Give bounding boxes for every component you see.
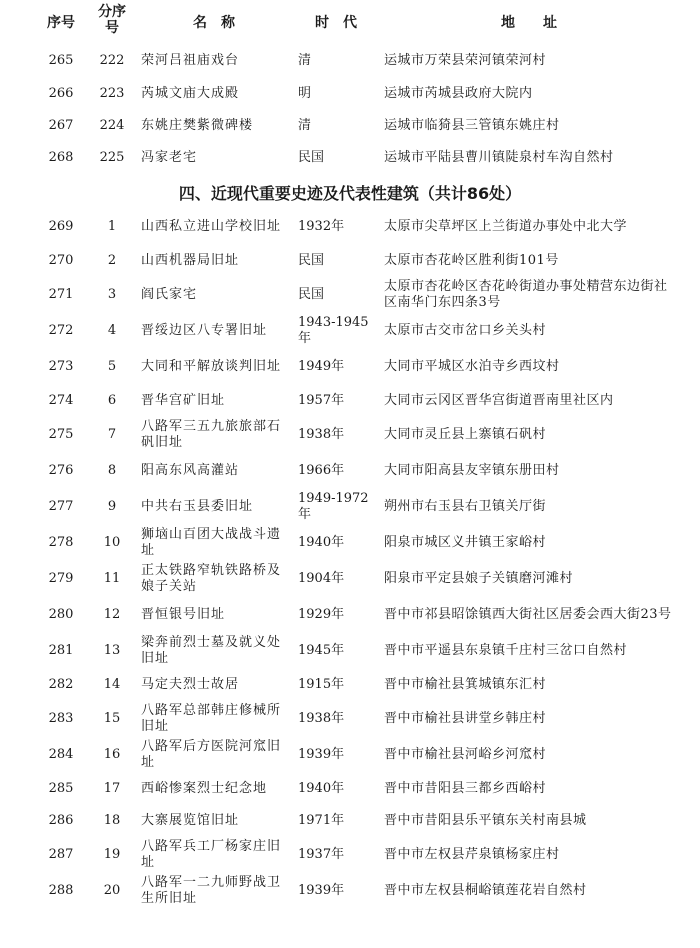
cell-seq — [38, 837, 84, 873]
cell-seq-text: 271 — [48, 287, 74, 302]
cell-seq — [38, 313, 84, 349]
cell-name-text: 东姚庄樊紫微碑楼 — [141, 118, 254, 133]
table-row — [0, 669, 700, 701]
cell-seq — [38, 277, 84, 313]
cell-seq — [38, 633, 84, 669]
table-row — [0, 209, 700, 245]
cell-seq-text: 273 — [48, 359, 74, 374]
cell-era-text: 1937年 — [298, 847, 345, 862]
cell-address — [384, 385, 674, 417]
cell-seq-text: 278 — [48, 535, 74, 550]
cell-seq — [38, 417, 84, 453]
cell-name — [141, 46, 287, 76]
cell-name — [141, 110, 287, 142]
cell-era-text: 民国 — [298, 253, 325, 268]
table-row — [0, 489, 700, 525]
cell-address — [384, 489, 674, 525]
cell-seq — [38, 805, 84, 837]
cell-address-text: 晋中市昔阳县三都乡西峪村 — [384, 781, 547, 796]
cell-name — [141, 669, 287, 701]
cell-name-text: 正太铁路窄轨铁路桥及娘子关站 — [141, 563, 282, 594]
cell-era-text: 1940年 — [298, 535, 345, 550]
cell-era — [298, 209, 374, 245]
cell-address-text: 太原市杏花岭区胜利街101号 — [384, 253, 559, 268]
cell-name-text: 冯家老宅 — [141, 150, 198, 165]
cell-seq-text: 270 — [48, 253, 74, 268]
table-row — [0, 385, 700, 417]
cell-sub-seq-text: 16 — [103, 747, 121, 762]
cell-address — [384, 313, 674, 349]
cell-era-text: 1938年 — [298, 711, 345, 726]
cell-era-text: 1940年 — [298, 781, 345, 796]
header-name: 名 称 — [193, 15, 235, 31]
cell-seq — [38, 561, 84, 597]
cell-sub-seq — [90, 773, 134, 805]
cell-era — [298, 805, 374, 837]
cell-sub-seq — [90, 110, 134, 142]
cell-address-text: 晋中市左权县桐峪镇莲花岩自然村 — [384, 883, 587, 898]
cell-sub-seq — [90, 669, 134, 701]
cell-address — [384, 78, 674, 110]
cell-sub-seq-text: 18 — [103, 813, 121, 828]
cell-era — [298, 277, 374, 313]
table-row — [0, 46, 700, 76]
cell-seq — [38, 669, 84, 701]
cell-name-text: 荣河吕祖庙戏台 — [141, 53, 240, 68]
cell-name-text: 梁奔前烈士墓及就义处旧址 — [141, 635, 282, 666]
cell-sub-seq-text: 2 — [107, 253, 117, 268]
table-row — [0, 633, 700, 669]
cell-address — [384, 349, 674, 385]
cell-address-text: 阳泉市平定县娘子关镇磨河滩村 — [384, 571, 574, 586]
cell-seq-text: 286 — [48, 813, 74, 828]
cell-address — [384, 773, 674, 805]
cell-era-text: 1966年 — [298, 463, 345, 478]
cell-address-text: 晋中市平遥县东泉镇千庄村三岔口自然村 — [384, 643, 628, 658]
cell-name-text: 八路军一二九师野战卫生所旧址 — [141, 875, 282, 906]
cell-sub-seq-text: 3 — [107, 287, 117, 302]
cell-address — [384, 873, 674, 909]
cell-era-text: 民国 — [298, 150, 325, 165]
cell-seq-text: 279 — [48, 571, 74, 586]
cell-seq — [38, 597, 84, 633]
cell-sub-seq — [90, 525, 134, 561]
cell-seq-text: 266 — [48, 86, 74, 101]
cell-name — [141, 837, 287, 873]
cell-era-text: 1949-1972年 — [298, 491, 369, 522]
cell-seq-text: 267 — [48, 118, 74, 133]
cell-address — [384, 669, 674, 701]
cell-address-text: 大同市云冈区晋华宫街道晋南里社区内 — [384, 393, 614, 408]
cell-sub-seq — [90, 597, 134, 633]
cell-seq-text: 272 — [48, 323, 74, 338]
cell-name-text: 晋华宫矿旧址 — [141, 393, 226, 408]
table-row — [0, 453, 700, 489]
cell-era-text: 1957年 — [298, 393, 345, 408]
cell-name — [141, 737, 287, 773]
cell-era-text: 1949年 — [298, 359, 345, 374]
cell-sub-seq — [90, 805, 134, 837]
cell-sub-seq-text: 8 — [107, 463, 117, 478]
table-row — [0, 525, 700, 561]
cell-address-text: 晋中市榆社县讲堂乡韩庄村 — [384, 711, 547, 726]
cell-sub-seq-text: 9 — [107, 499, 117, 514]
cell-name — [141, 525, 287, 561]
cell-sub-seq-text: 222 — [99, 53, 125, 68]
cell-address-text: 运城市芮城县政府大院内 — [384, 86, 533, 101]
cell-era-text: 1929年 — [298, 607, 345, 622]
cell-address-text: 晋中市昔阳县乐平镇东关村南县城 — [384, 813, 587, 828]
cell-sub-seq — [90, 313, 134, 349]
cell-era-text: 1904年 — [298, 571, 345, 586]
cell-era — [298, 737, 374, 773]
cell-address — [384, 453, 674, 489]
cell-name-text: 八路军三五九旅旅部石矾旧址 — [141, 419, 282, 450]
cell-era-text: 1915年 — [298, 677, 345, 692]
table-row — [0, 277, 700, 313]
cell-era-text: 清 — [298, 118, 312, 133]
cell-name-text: 晋恒银号旧址 — [141, 607, 226, 622]
cell-seq — [38, 78, 84, 110]
cell-address — [384, 701, 674, 737]
cell-sub-seq — [90, 78, 134, 110]
cell-era-text: 1939年 — [298, 747, 345, 762]
table-row — [0, 142, 700, 174]
cell-seq — [38, 701, 84, 737]
cell-name-text: 八路军后方医院河窊旧址 — [141, 739, 282, 770]
cell-seq — [38, 46, 84, 76]
cell-name-text: 晋绥边区八专署旧址 — [141, 323, 268, 338]
cell-sub-seq-text: 6 — [107, 393, 117, 408]
cell-name — [141, 245, 287, 277]
cell-sub-seq-text: 1 — [107, 219, 117, 234]
cell-address — [384, 142, 674, 174]
table-row — [0, 561, 700, 597]
cell-address — [384, 110, 674, 142]
cell-address — [384, 837, 674, 873]
cell-name — [141, 417, 287, 453]
header-sub — [90, 4, 134, 36]
cell-era — [298, 245, 374, 277]
cell-address-text: 太原市古交市岔口乡关头村 — [384, 323, 547, 338]
cell-era — [298, 142, 374, 174]
cell-name-text: 八路军兵工厂杨家庄旧址 — [141, 839, 282, 870]
cell-address-text: 晋中市榆社县河峪乡河窊村 — [384, 747, 547, 762]
header-sub-line2: 号 — [105, 20, 119, 36]
cell-address-text: 朔州市右玉县右卫镇关厅街 — [384, 499, 547, 514]
cell-era — [298, 453, 374, 489]
cell-sub-seq-text: 13 — [103, 643, 121, 658]
cell-address — [384, 209, 674, 245]
cell-address — [384, 633, 674, 669]
cell-seq — [38, 142, 84, 174]
table-row — [0, 110, 700, 142]
cell-sub-seq — [90, 561, 134, 597]
cell-seq-text: 268 — [48, 150, 74, 165]
cell-seq-text: 274 — [48, 393, 74, 408]
cell-address-text: 太原市尖草坪区上兰街道办事处中北大学 — [384, 219, 628, 234]
cell-seq-text: 275 — [48, 427, 74, 442]
cell-era — [298, 417, 374, 453]
cell-name-text: 山西机器局旧址 — [141, 253, 240, 268]
cell-era — [298, 597, 374, 633]
table-row — [0, 78, 700, 110]
cell-sub-seq-text: 19 — [103, 847, 121, 862]
table-row — [0, 245, 700, 277]
cell-name — [141, 277, 287, 313]
cell-era — [298, 701, 374, 737]
cell-address — [384, 417, 674, 453]
cell-name — [141, 561, 287, 597]
cell-sub-seq — [90, 349, 134, 385]
cell-address — [384, 737, 674, 773]
cell-address-text: 晋中市祁县昭馀镇西大街社区居委会西大街23号 — [384, 607, 672, 622]
cell-address — [384, 805, 674, 837]
cell-seq — [38, 209, 84, 245]
table-row — [0, 873, 700, 909]
cell-era — [298, 313, 374, 349]
cell-sub-seq-text: 223 — [99, 86, 125, 101]
table-row — [0, 313, 700, 349]
section-title: 四、近现代重要史迹及代表性建筑（共计86处） — [178, 184, 522, 203]
cell-sub-seq — [90, 489, 134, 525]
cell-sub-seq-text: 14 — [103, 677, 121, 692]
cell-name — [141, 489, 287, 525]
table-row — [0, 737, 700, 773]
cell-seq-text: 281 — [48, 643, 74, 658]
cell-seq-text: 280 — [48, 607, 74, 622]
cell-seq — [38, 773, 84, 805]
header-seq: 序号 — [47, 15, 75, 31]
cell-era — [298, 669, 374, 701]
cell-era-text: 1932年 — [298, 219, 345, 234]
cell-sub-seq-text: 4 — [107, 323, 117, 338]
table-row — [0, 837, 700, 873]
cell-seq-text: 265 — [48, 53, 74, 68]
table-row — [0, 701, 700, 737]
cell-seq-text: 282 — [48, 677, 74, 692]
cell-address — [384, 525, 674, 561]
cell-era — [298, 561, 374, 597]
cell-era-text: 1943-1945年 — [298, 315, 369, 346]
cell-name — [141, 142, 287, 174]
cell-seq — [38, 873, 84, 909]
cell-sub-seq — [90, 873, 134, 909]
cell-seq — [38, 489, 84, 525]
cell-sub-seq — [90, 737, 134, 773]
cell-era — [298, 489, 374, 525]
cell-name-text: 阳高东风高灌站 — [141, 463, 240, 478]
cell-name — [141, 313, 287, 349]
cell-era-text: 1971年 — [298, 813, 345, 828]
cell-name — [141, 701, 287, 737]
cell-address-text: 大同市平城区水泊寺乡西坟村 — [384, 359, 560, 374]
table-row — [0, 597, 700, 633]
cell-address-text: 运城市临猗县三管镇东姚庄村 — [384, 118, 560, 133]
cell-sub-seq — [90, 245, 134, 277]
cell-seq-text: 284 — [48, 747, 74, 762]
cell-address — [384, 245, 674, 277]
cell-era — [298, 525, 374, 561]
cell-sub-seq-text: 11 — [103, 571, 121, 586]
cell-seq-text: 288 — [48, 883, 74, 898]
cell-sub-seq — [90, 142, 134, 174]
cell-sub-seq-text: 15 — [103, 711, 121, 726]
cell-seq-text: 276 — [48, 463, 74, 478]
cell-name — [141, 805, 287, 837]
cell-sub-seq — [90, 385, 134, 417]
cell-address-text: 大同市灵丘县上寨镇石矾村 — [384, 427, 547, 442]
cell-seq — [38, 737, 84, 773]
cell-era-text: 民国 — [298, 287, 325, 302]
header-era: 时 代 — [315, 15, 357, 31]
cell-sub-seq — [90, 633, 134, 669]
cell-address-text: 阳泉市城区义井镇王家峪村 — [384, 535, 547, 550]
cell-address-text: 太原市杏花岭区杏花岭街道办事处精营东边街社区南华门东四条3号 — [384, 279, 668, 310]
cell-name — [141, 773, 287, 805]
cell-name-text: 中共右玉县委旧址 — [141, 499, 254, 514]
cell-name — [141, 349, 287, 385]
cell-name — [141, 633, 287, 669]
cell-name — [141, 873, 287, 909]
cell-seq-text: 287 — [48, 847, 74, 862]
cell-name-text: 马定夫烈士故居 — [141, 677, 240, 692]
cell-era — [298, 773, 374, 805]
cell-era-text: 1938年 — [298, 427, 345, 442]
cell-name — [141, 78, 287, 110]
cell-era-text: 清 — [298, 53, 312, 68]
cell-name — [141, 385, 287, 417]
cell-name-text: 八路军总部韩庄修械所旧址 — [141, 703, 282, 734]
cell-address — [384, 277, 674, 313]
cell-seq-text: 277 — [48, 499, 74, 514]
cell-sub-seq — [90, 209, 134, 245]
cell-era — [298, 78, 374, 110]
cell-era — [298, 633, 374, 669]
cell-address-text: 运城市平陆县曹川镇陡泉村车沟自然村 — [384, 150, 614, 165]
cell-era — [298, 385, 374, 417]
cell-sub-seq-text: 20 — [103, 883, 121, 898]
cell-sub-seq — [90, 417, 134, 453]
cell-sub-seq — [90, 453, 134, 489]
cell-name-text: 山西私立进山学校旧址 — [141, 219, 282, 234]
cell-sub-seq-text: 12 — [103, 607, 121, 622]
table-row — [0, 417, 700, 453]
cell-name-text: 阎氏家宅 — [141, 287, 198, 302]
cell-era — [298, 46, 374, 76]
cell-seq — [38, 385, 84, 417]
cell-name-text: 西峪惨案烈士纪念地 — [141, 781, 268, 796]
cell-sub-seq — [90, 277, 134, 313]
cell-era — [298, 837, 374, 873]
cell-sub-seq-text: 17 — [103, 781, 121, 796]
cell-seq-text: 283 — [48, 711, 74, 726]
cell-name — [141, 597, 287, 633]
cell-seq-text: 269 — [48, 219, 74, 234]
cell-name — [141, 209, 287, 245]
cell-name-text: 大寨展览馆旧址 — [141, 813, 240, 828]
cell-seq — [38, 110, 84, 142]
cell-sub-seq — [90, 46, 134, 76]
cell-address-text: 晋中市左权县芹泉镇杨家庄村 — [384, 847, 560, 862]
cell-name-text: 狮垴山百团大战战斗遗址 — [141, 527, 282, 558]
cell-name — [141, 453, 287, 489]
header-sub-line1: 分序 — [98, 4, 126, 20]
cell-sub-seq-text: 225 — [99, 150, 125, 165]
cell-sub-seq-text: 5 — [107, 359, 117, 374]
cell-address — [384, 561, 674, 597]
cell-seq-text: 285 — [48, 781, 74, 796]
cell-name-text: 大同和平解放谈判旧址 — [141, 359, 282, 374]
table-row — [0, 773, 700, 805]
cell-sub-seq-text: 7 — [107, 427, 117, 442]
cell-address-text: 运城市万荣县荣河镇荣河村 — [384, 53, 547, 68]
cell-era — [298, 110, 374, 142]
cell-era — [298, 873, 374, 909]
cell-seq — [38, 453, 84, 489]
cell-seq — [38, 349, 84, 385]
cell-name-text: 芮城文庙大成殿 — [141, 86, 240, 101]
cell-seq — [38, 525, 84, 561]
table-row — [0, 805, 700, 837]
cell-address-text: 晋中市榆社县箕城镇东汇村 — [384, 677, 547, 692]
cell-era-text: 明 — [298, 86, 312, 101]
cell-era — [298, 349, 374, 385]
cell-sub-seq — [90, 701, 134, 737]
cell-sub-seq — [90, 837, 134, 873]
cell-sub-seq-text: 10 — [103, 535, 121, 550]
cell-address-text: 大同市阳高县友宰镇东册田村 — [384, 463, 560, 478]
table-row — [0, 349, 700, 385]
cell-seq — [38, 245, 84, 277]
cell-address — [384, 46, 674, 76]
cell-era-text: 1945年 — [298, 643, 345, 658]
cell-era-text: 1939年 — [298, 883, 345, 898]
cell-address — [384, 597, 674, 633]
header-addr: 地 址 — [501, 15, 557, 31]
cell-sub-seq-text: 224 — [99, 118, 125, 133]
